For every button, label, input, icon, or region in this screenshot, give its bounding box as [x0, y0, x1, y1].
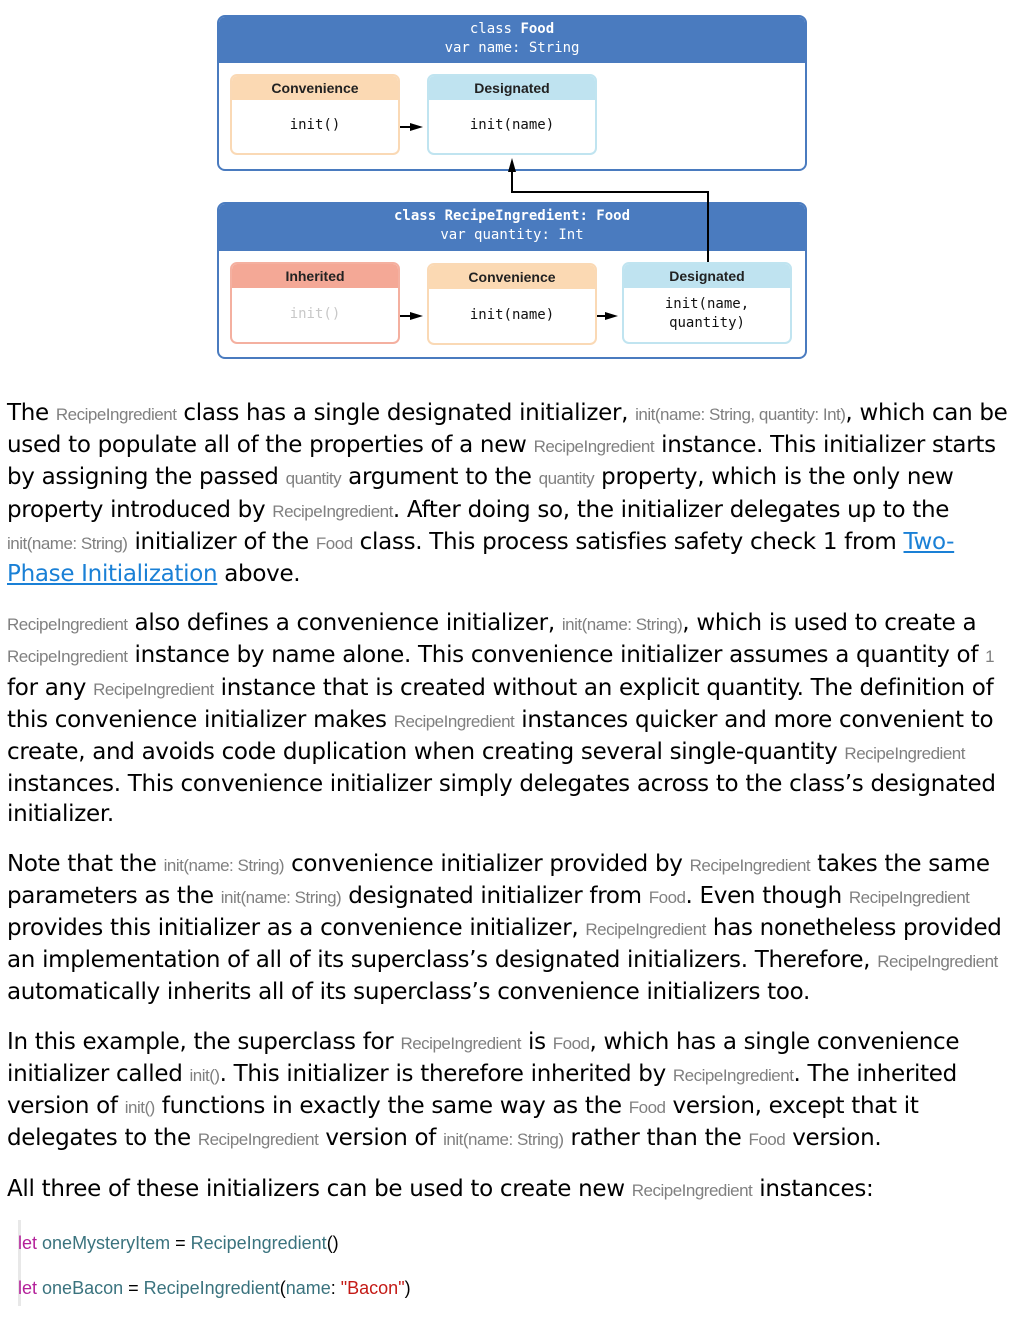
text: All three of these initializers can be used to create new	[7, 1176, 632, 1203]
text: version of	[318, 1125, 444, 1152]
inline-code: RecipeIngredient	[689, 855, 811, 875]
text: , which is used to create a	[682, 610, 977, 637]
text: version.	[785, 1125, 882, 1152]
init-signature: init()	[289, 305, 341, 322]
text: has nonetheless provided an implementation of all of its superclass’s designated initializers. Therefore,	[7, 915, 1002, 974]
inline-code: init(name: String)	[220, 887, 342, 907]
inline-code: Food	[648, 887, 686, 907]
text: . Even though	[685, 882, 849, 909]
class-name: Food	[520, 21, 555, 37]
init-signature: init(name)	[469, 116, 555, 133]
code-listing	[18, 1220, 411, 1306]
inline-code: quantity	[285, 469, 342, 489]
init-signature-line: init(name,	[664, 296, 750, 312]
keyword: let	[18, 1233, 38, 1253]
keyword: let	[18, 1278, 38, 1298]
inline-code: Food	[552, 1033, 590, 1053]
arrow-inherited-to-convenience	[400, 312, 423, 320]
paragraph-example	[7, 1027, 1017, 1156]
inline-code: init()	[189, 1065, 220, 1085]
code-line	[18, 1265, 411, 1310]
text: instances:	[752, 1176, 874, 1203]
text: provides this initializer as a convenience initializer,	[7, 915, 586, 942]
punctuation: (	[279, 1278, 286, 1298]
paragraph-convenience-initializer	[7, 608, 1017, 829]
text: for any	[7, 674, 94, 701]
inline-code: init(name: String)	[7, 533, 128, 553]
class-keyword: class	[469, 21, 512, 37]
text: designated initializer from	[341, 882, 649, 909]
text: argument to the	[341, 464, 539, 491]
arrow-convenience-to-designated	[597, 312, 618, 320]
init-kind-label: Designated	[624, 264, 790, 288]
arrow-food-convenience-to-designated	[400, 123, 423, 131]
inline-code: 1	[985, 647, 995, 667]
text: . This initializer is therefore inherited by	[219, 1060, 673, 1087]
arrow-designated-to-superclass-designated	[508, 158, 708, 262]
inline-code: Food	[628, 1098, 666, 1118]
paragraph-all-three	[7, 1174, 1017, 1206]
class-property: var quantity: Int	[440, 227, 584, 243]
text: above.	[217, 561, 301, 588]
inline-code: RecipeIngredient	[400, 1033, 521, 1053]
inline-code: RecipeIngredient	[393, 711, 515, 731]
inline-code: Food	[748, 1130, 786, 1150]
text: . After doing so, the initializer delegates up to the	[392, 496, 950, 523]
text: takes the same parameters as the	[7, 850, 990, 909]
two-phase-initialization-link[interactable]: Two-Phase Initialization	[7, 528, 955, 588]
punctuation: )	[404, 1278, 411, 1298]
text: is	[520, 1028, 553, 1055]
punctuation: :	[330, 1278, 341, 1298]
type-name: RecipeIngredient	[190, 1233, 327, 1253]
paragraph-designated-initializer	[7, 398, 1017, 589]
inline-code: RecipeIngredient	[93, 679, 214, 699]
inline-code: RecipeIngredient	[631, 1181, 753, 1201]
text: version, except that it delegates to the	[7, 1093, 919, 1152]
init-signature-line: quantity)	[669, 315, 745, 331]
text: automatically inherits all of its superclass’s convenience initializers too.	[7, 979, 811, 1006]
inline-code: quantity	[538, 469, 595, 489]
inline-code: RecipeIngredient	[272, 501, 393, 521]
initializer-diagram	[0, 0, 1024, 380]
text: class has a single designated initializer,	[176, 400, 636, 426]
class-name: RecipeIngredient: Food	[444, 208, 631, 224]
text: instance. This initializer starts by assigning the passed	[7, 432, 996, 491]
inline-code: RecipeIngredient	[533, 437, 655, 457]
init-kind-label: Designated	[429, 76, 595, 100]
text: convenience initializer provided by	[284, 850, 690, 877]
text: , which can be used to populate all of the properties of a new	[7, 400, 1008, 459]
inline-code: RecipeIngredient	[7, 615, 128, 635]
text: instance by name alone. This convenience initializer assumes a quantity of	[127, 642, 986, 669]
text: . The inherited version of	[7, 1060, 957, 1120]
inline-code: RecipeIngredient	[55, 405, 177, 424]
inline-code: init()	[124, 1098, 155, 1118]
identifier: oneMysteryItem	[42, 1233, 171, 1253]
text: Note that the	[7, 850, 164, 877]
inline-code: RecipeIngredient	[585, 920, 706, 940]
inline-code: RecipeIngredient	[7, 647, 128, 667]
text: instances. This convenience initializer simply delegates across to the class’s designated initializer.	[7, 771, 996, 828]
init-kind-label: Convenience	[232, 76, 398, 100]
parameter-label: name	[285, 1278, 331, 1298]
init-signature: init()	[289, 116, 341, 133]
inline-code: Food	[315, 533, 353, 553]
text: rather than the	[563, 1125, 749, 1152]
inline-code: RecipeIngredient	[877, 952, 998, 972]
text: functions in exactly the same way as the	[154, 1093, 629, 1120]
text: instances quicker and more convenient to create, and avoids code duplication when creating several single-quantity	[7, 706, 994, 766]
text: instance that is created without an explicit quantity. The definition of this convenience initializer makes	[7, 674, 994, 733]
inline-code: init(name: String, quantity: Int)	[635, 405, 846, 424]
paragraph-note	[7, 849, 1017, 1008]
inline-code: init(name: String)	[163, 855, 285, 875]
init-signature: init(name)	[469, 306, 555, 323]
code-line	[18, 1220, 411, 1265]
operator: =	[170, 1233, 191, 1253]
string-literal: "Bacon"	[340, 1278, 405, 1298]
class-property: var name: String	[444, 40, 580, 56]
inline-code: RecipeIngredient	[844, 744, 965, 764]
inline-code: RecipeIngredient	[848, 887, 970, 907]
class-keyword: class	[393, 208, 437, 224]
text: , which has a single convenience initializer called	[7, 1028, 960, 1087]
inline-code: RecipeIngredient	[672, 1065, 794, 1085]
type-name: RecipeIngredient	[143, 1278, 280, 1298]
init-kind-label: Convenience	[429, 265, 595, 289]
text: property, which is the only new property introduced by	[7, 464, 954, 523]
punctuation: ()	[326, 1233, 339, 1253]
text: In this example, the superclass for	[7, 1028, 401, 1055]
delegation-arrows	[0, 0, 1024, 380]
text: also defines a convenience initializer,	[127, 610, 562, 637]
inline-code: RecipeIngredient	[197, 1130, 319, 1150]
identifier: oneBacon	[42, 1278, 124, 1298]
article-body	[7, 398, 1017, 1226]
operator: =	[123, 1278, 144, 1298]
text: class. This process satisfies safety check 1 from	[352, 528, 904, 555]
text: The	[7, 400, 56, 426]
inline-code: init(name: String)	[443, 1130, 564, 1150]
text: initializer of the	[127, 528, 316, 555]
inline-code: init(name: String)	[561, 615, 683, 635]
init-kind-label: Inherited	[232, 264, 398, 288]
